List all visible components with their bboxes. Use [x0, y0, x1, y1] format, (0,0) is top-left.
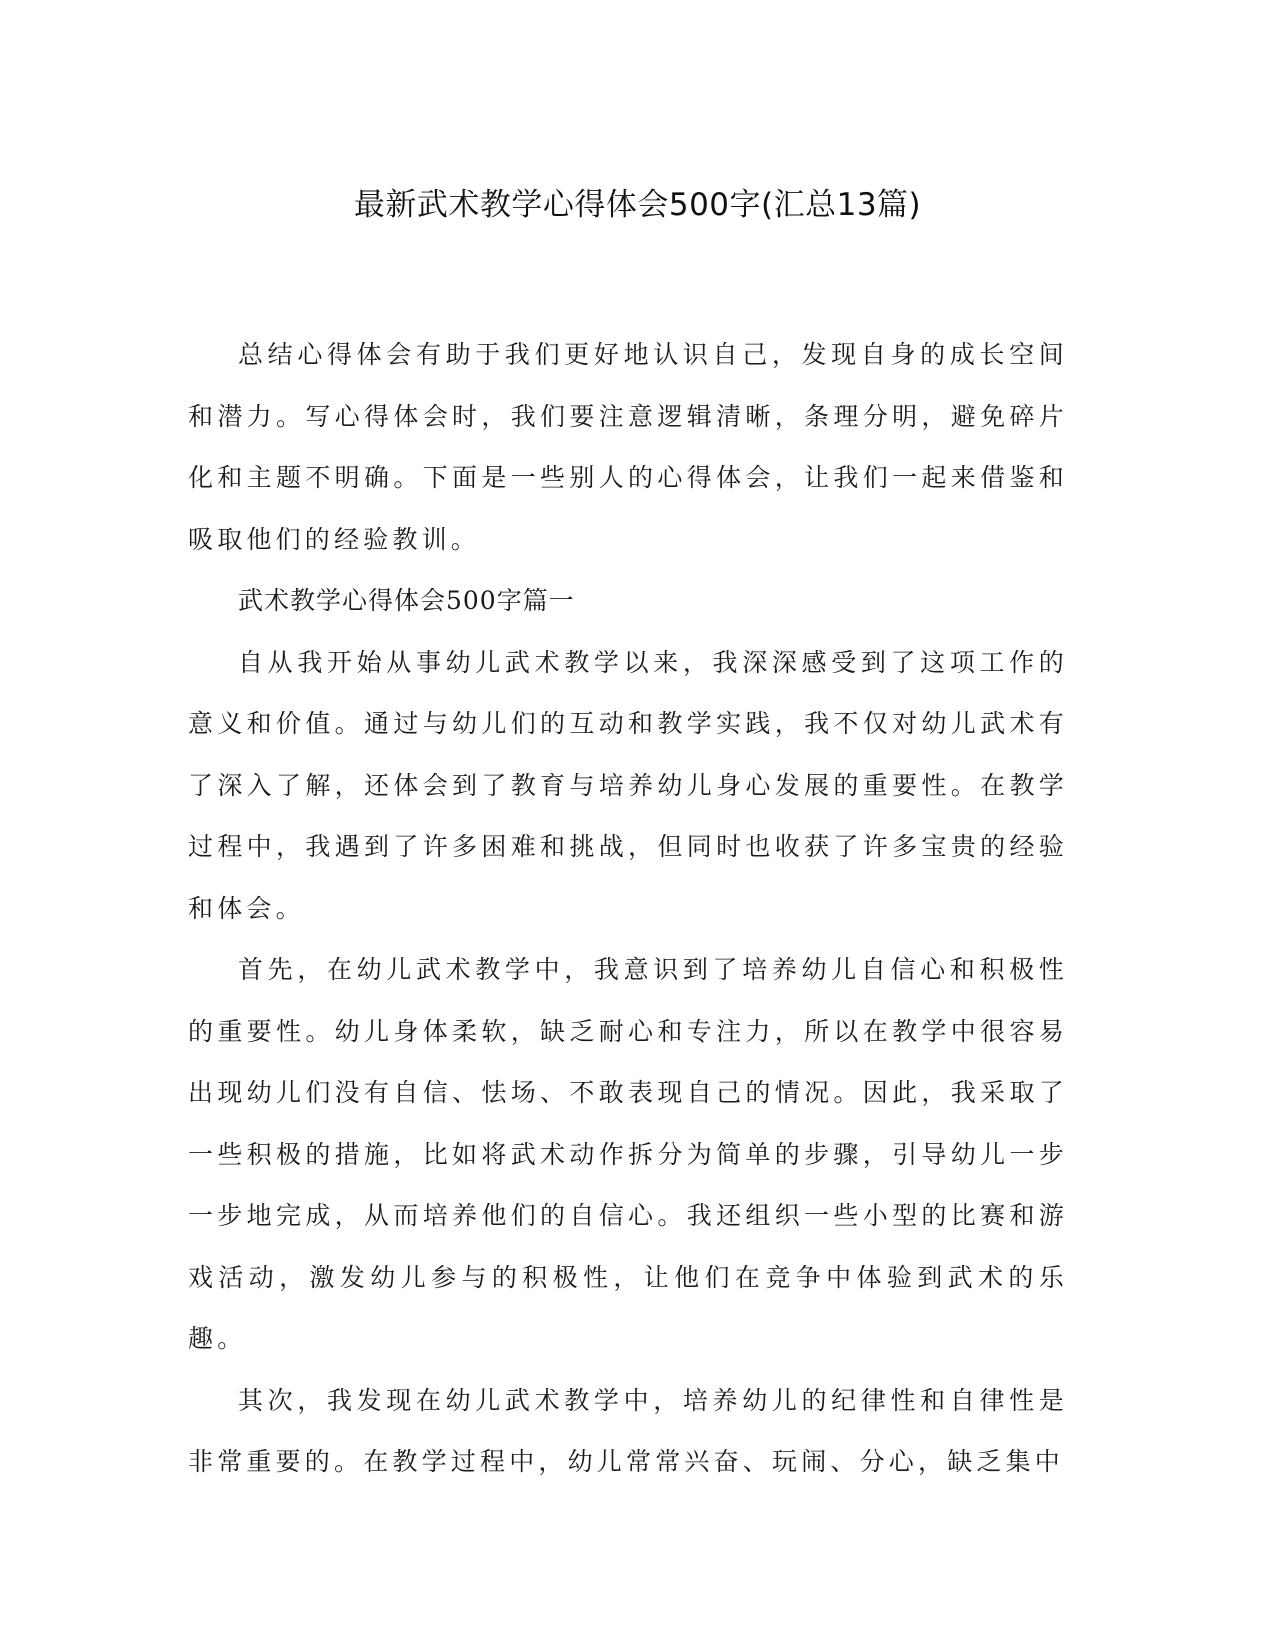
body-paragraph: 自从我开始从事幼儿武术教学以来，我深深感受到了这项工作的意义和价值。通过与幼儿们的互动和教学实践，我不仅对幼儿武术有了深入了解，还体会到了教育与培养幼儿身心发展的重要性。在教学过程中，我遇到了许多困难和挑战，但同时也收获了许多宝贵的经验和体会。 — [188, 647, 1068, 923]
intro-paragraph: 总结心得体会有助于我们更好地认识自己，发现自身的成长空间和潜力。写心得体会时，我们要注意逻辑清晰，条理分明，避免碎片化和主题不明确。下面是一些别人的心得体会，让我们一起来借鉴和吸取他们的经验教训。 — [188, 340, 1068, 554]
body-paragraph: 首先，在幼儿武术教学中，我意识到了培养幼儿自信心和积极性的重要性。幼儿身体柔软，缺乏耐心和专注力，所以在教学中很容易出现幼儿们没有自信、怯场、不敢表现自己的情况。因此，我采取了一些积极的措施，比如将武术动作拆分为简单的步骤，引导幼儿一步一步地完成，从而培养他们的自信心。我还组织一些小型的比赛和游戏活动，激发幼儿参与的积极性，让他们在竞争中体验到武术的乐趣。 — [188, 955, 1068, 1353]
document-title: 最新武术教学心得体会500字(汇总13篇) — [353, 187, 922, 223]
document-body — [188, 324, 1068, 1493]
section-heading: 武术教学心得体会500字篇一 — [238, 586, 575, 615]
body-paragraph: 其次，我发现在幼儿武术教学中，培养幼儿的纪律性和自律性是非常重要的。在教学过程中，幼儿常常兴奋、玩闹、分心，缺乏集中 — [188, 1385, 1068, 1476]
